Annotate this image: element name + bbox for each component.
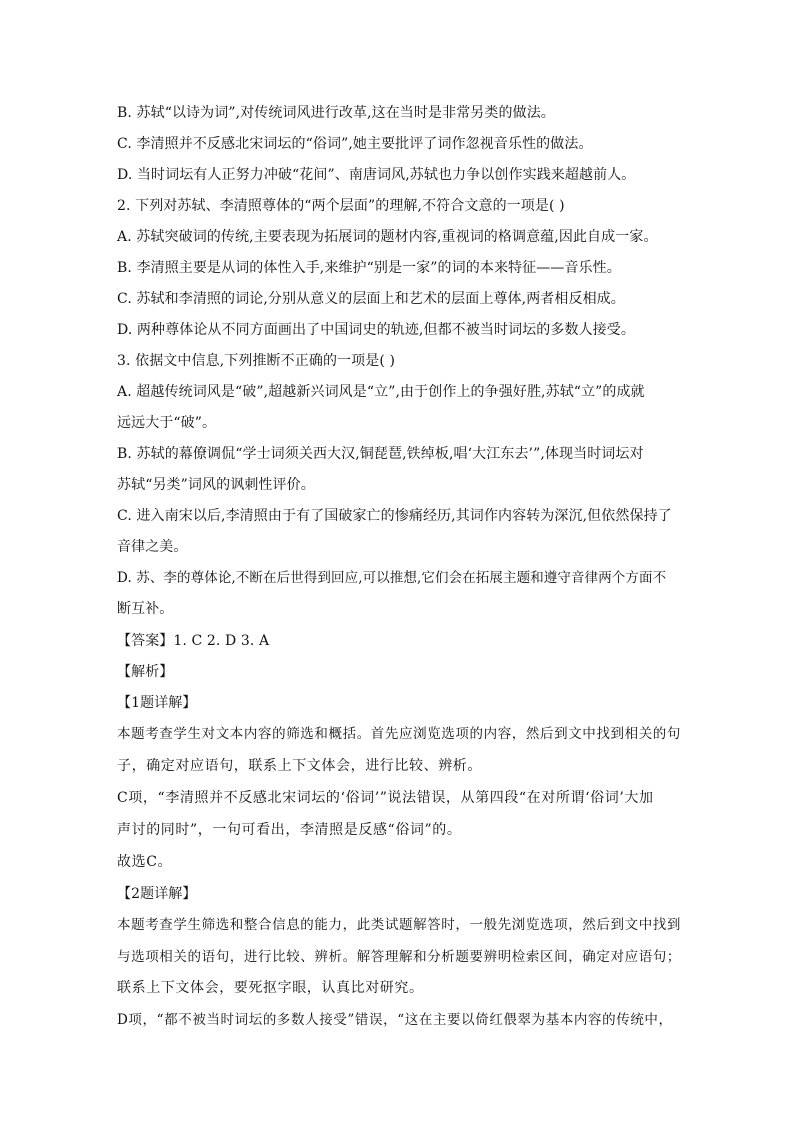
option-2d: D. 两种尊体论从不同方面画出了中国词史的轨迹,但都不被当时词坛的多数人接受。 <box>117 322 635 338</box>
option-3b-line2: 苏轼“另类”词风的讽刺性评价。 <box>117 477 315 493</box>
q2-detail-text-3: 联系上下文体会，要死抠字眼，认真比对研究。 <box>117 980 424 996</box>
q1-detail-text-2: 子，确定对应语句，联系上下文体会，进行比较、辨析。 <box>117 758 482 774</box>
option-3c-line1: C. 进入南宋以后,李清照由于有了国破家亡的惨痛经历,其词作内容转为深沉,但依然保持了 <box>117 508 672 524</box>
answer-key: 【答案】1. C 2. D 3. A <box>117 633 270 649</box>
q1-detail-heading: 【1题详解】 <box>117 695 197 711</box>
q1-detail-text-3: C项，“李清照并不反感北宋词坛的‘俗词’”说法错误，从第四段“在对所谓‘俗词’大加 <box>117 790 654 806</box>
option-3a-line2: 远远大于“破”。 <box>117 415 217 431</box>
q1-detail-text-1: 本题考查学生对文本内容的筛选和概括。首先应浏览选项的内容，然后到文中找到相关的句 <box>117 726 681 742</box>
option-2a: A. 苏轼突破词的传统,主要表现为拓展词的题材内容,重视词的格调意蕴,因此自成一家。 <box>117 229 658 245</box>
option-3c-line2: 音律之美。 <box>117 539 188 555</box>
option-3a-line1: A. 超越传统词风是“破”,超越新兴词风是“立”,由于创作上的争强好胜,苏轼“立”的成就 <box>117 384 645 400</box>
q2-detail-text-1: 本题考查学生筛选和整合信息的能力，此类试题解答时，一般先浏览选项，然后到文中找到 <box>117 917 681 933</box>
option-2c: C. 苏轼和李清照的词论,分别从意义的层面上和艺术的层面上尊体,两者相反相成。 <box>117 291 625 307</box>
q2-detail-text-4: D项，“都不被当时词坛的多数人接受”错误，“这在主要以倚红偎翠为基本内容的传统中， <box>117 1012 673 1028</box>
option-2b: B. 李清照主要是从词的体性入手,来维护“别是一家”的词的本来特征——音乐性。 <box>117 260 621 276</box>
analysis-heading: 【解析】 <box>117 664 174 680</box>
q1-conclusion: 故选C。 <box>117 854 173 870</box>
option-3d-line2: 断互补。 <box>117 601 174 617</box>
option-1d: D. 当时词坛有人正努力冲破“花间”、南唐词风,苏轼也力争以创作实践来超越前人。 <box>117 167 636 183</box>
q1-detail-text-4: 声讨的同时”，一句可看出，李清照是反感“俗词”的。 <box>117 822 462 838</box>
q2-detail-text-2: 与选项相关的语句，进行比较、辨析。解答理解和分析题要辨明检索区间，确定对应语句； <box>117 949 681 965</box>
option-3d-line1: D. 苏、李的尊体论,不断在后世得到回应,可以推想,它们会在拓展主题和遵守音律两个方面不 <box>117 570 667 586</box>
question-3: 3. 依据文中信息,下列推断不正确的一项是( ) <box>117 353 396 369</box>
option-3b-line1: B. 苏轼的幕僚调侃“学士词须关西大汉,铜琵琶,铁绰板,唱‘大江东去’”,体现当时词坛对 <box>117 446 644 462</box>
option-1c: C. 李清照并不反感北宋词坛的“俗词”,她主要批评了词作忽视音乐性的做法。 <box>117 136 593 152</box>
q2-detail-heading: 【2题详解】 <box>117 886 197 902</box>
option-1b: B. 苏轼“以诗为词”,对传统词风进行改革,这在当时是非常另类的做法。 <box>117 105 555 121</box>
question-2: 2. 下列对苏轼、李清照尊体的“两个层面”的理解,不符合文意的一项是( ) <box>117 198 565 214</box>
